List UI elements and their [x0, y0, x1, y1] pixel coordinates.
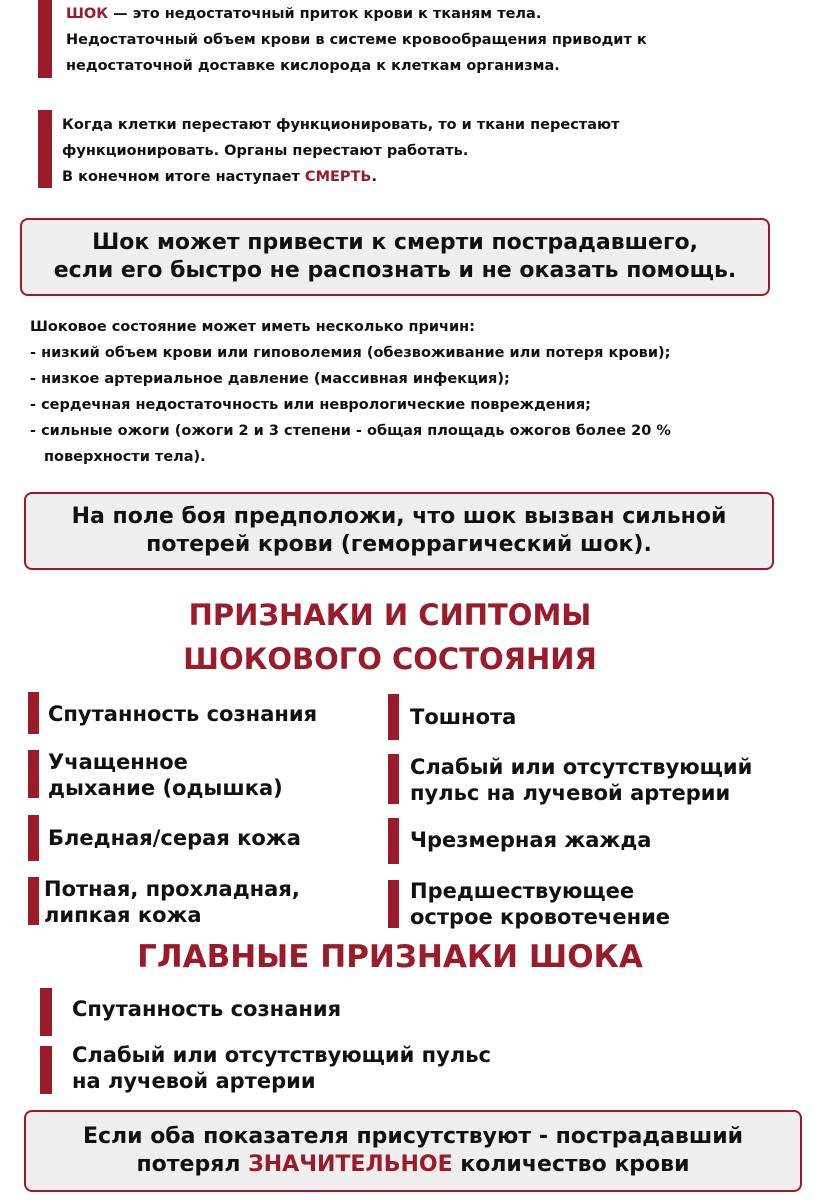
sign-item [48, 701, 317, 727]
sign-text: Потная, прохладная, [44, 877, 300, 901]
sign-text: Спутанность сознания [72, 997, 342, 1021]
battlefield-line: На поле боя предположи, что шок вызван сильной [71, 504, 727, 529]
sign-item [410, 754, 752, 806]
main-sign-item [72, 996, 341, 1022]
intro-line: — это недостаточный приток крови к тканям тела. [108, 6, 542, 22]
accent-bar [28, 877, 39, 925]
sign-text: дыхание (одышка) [48, 776, 283, 800]
cause-item: - сильные ожоги (ожоги 2 и 3 степени - общая площадь ожогов более 20 % [30, 423, 671, 439]
sign-text: Тошнота [410, 705, 517, 729]
period: . [371, 169, 377, 185]
sign-item [410, 878, 670, 930]
signs-heading-line: ШОКОВОГО СОСТОЯНИЯ [183, 642, 597, 676]
final-line: Если оба показателя присутствуют - пострадавший [82, 1124, 744, 1149]
warning-line: если его быстро не распознать и не оказать помощь. [53, 258, 737, 283]
consequence-block [62, 112, 620, 190]
consequence-line: Когда клетки перестают функционировать, то и ткани перестают [62, 117, 620, 133]
final-line: потерял [136, 1152, 249, 1177]
sign-text: липкая кожа [44, 903, 202, 927]
sign-text: пульс на лучевой артерии [410, 781, 731, 805]
sign-text: Чрезмерная жажда [410, 828, 652, 852]
sign-item [48, 825, 301, 851]
accent-bar [28, 692, 39, 734]
sign-item [48, 749, 283, 801]
cause-item: - низкое артериальное давление (массивная инфекция); [30, 371, 510, 387]
battlefield-box [24, 492, 774, 570]
warning-line: Шок может привести к смерти пострадавшего, [92, 230, 698, 255]
cause-item: - низкий объем крови или гиповолемия (обезвоживание или потеря крови); [30, 345, 671, 361]
sign-text: Бледная/серая кожа [48, 826, 301, 850]
causes-intro: Шоковое состояние может иметь несколько причин: [30, 319, 475, 335]
sign-item [410, 827, 651, 853]
accent-bar [388, 694, 399, 740]
consequence-line: В конечном итоге наступает [62, 169, 305, 185]
intro-line: недостаточной доставке кислорода к клеткам организма. [66, 58, 560, 74]
sign-item [410, 704, 516, 730]
sign-text: Предшествующее [410, 879, 635, 903]
accent-bar [388, 880, 399, 928]
accent-bar [28, 815, 39, 861]
sign-text: Спутанность сознания [48, 702, 318, 726]
cause-item-continuation: поверхности тела). [44, 449, 206, 465]
accent-bar [388, 818, 399, 864]
accent-bar [40, 1046, 52, 1094]
term-shock: ШОК [66, 6, 109, 22]
warning-box [20, 218, 770, 296]
intro-line: Недостаточный объем крови в системе кровообращения приводит к [66, 32, 647, 48]
death-emphasis: СМЕРТЬ [304, 169, 372, 185]
accent-bar [388, 754, 399, 804]
main-sign-item [72, 1042, 491, 1094]
final-line: количество крови [452, 1152, 690, 1177]
significant-emphasis: ЗНАЧИТЕЛЬНОЕ [248, 1152, 453, 1177]
main-signs-heading: ГЛАВНЫЕ ПРИЗНАКИ ШОКА [137, 939, 643, 975]
accent-bar [28, 750, 39, 798]
sign-text: Слабый или отсутствующий пульс [72, 1043, 491, 1067]
cause-item: - сердечная недостаточность или неврологические повреждения; [30, 397, 591, 413]
sign-text: Слабый или отсутствующий [410, 755, 753, 779]
sign-text: острое кровотечение [410, 905, 671, 929]
accent-bar [38, 0, 52, 78]
final-box [24, 1110, 802, 1192]
sign-item [44, 876, 300, 928]
accent-bar [38, 110, 52, 188]
signs-heading [0, 593, 780, 681]
sign-text: на лучевой артерии [72, 1069, 316, 1093]
causes-list [30, 314, 671, 470]
battlefield-line: потерей крови (геморрагический шок). [146, 532, 652, 557]
consequence-line: функционировать. Органы перестают работать. [62, 143, 469, 159]
sign-text: Учащенное [48, 750, 188, 774]
accent-bar [40, 988, 52, 1036]
signs-heading-line: ПРИЗНАКИ И СИПТОМЫ [188, 598, 592, 632]
intro-block [66, 1, 647, 79]
